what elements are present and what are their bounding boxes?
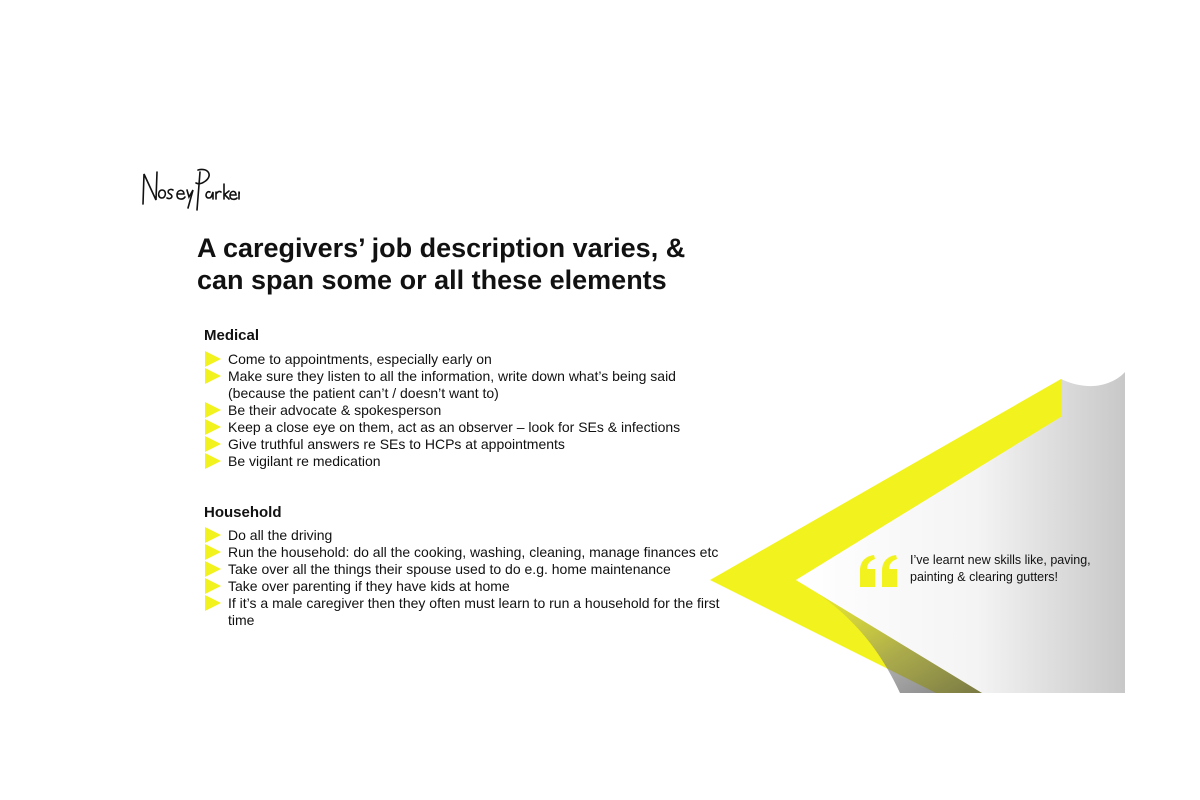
list-item: Be vigilant re medication xyxy=(205,453,725,470)
triangle-bullet-icon xyxy=(205,419,221,435)
testimonial-quote: I’ve learnt new skills like, paving, painting & clearing gutters! xyxy=(910,553,1091,584)
triangle-bullet-icon xyxy=(205,436,221,452)
triangle-bullet-icon xyxy=(205,527,221,543)
triangle-bullet-icon xyxy=(205,595,221,611)
list-item: Come to appointments, especially early on xyxy=(205,351,725,368)
medical-heading: Medical xyxy=(204,327,260,344)
list-item: Make sure they listen to all the information, write down what’s being said (because the patient can’t / doesn’t want to) xyxy=(205,368,725,402)
quote-mark-icon xyxy=(858,553,900,589)
triangle-bullet-icon xyxy=(205,453,221,469)
medical-list xyxy=(205,351,725,470)
list-item: Do all the driving xyxy=(205,527,725,544)
list-item: Take over parenting if they have kids at home xyxy=(205,578,725,595)
triangle-bullet-icon xyxy=(205,368,221,384)
list-item: Give truthful answers re SEs to HCPs at appointments xyxy=(205,436,725,453)
slide-title xyxy=(197,232,717,296)
list-item: If it’s a male caregiver then they often must learn to run a household for the first time xyxy=(205,595,725,629)
list-item: Keep a close eye on them, act as an observer – look for SEs & infections xyxy=(205,419,725,436)
household-list xyxy=(205,527,725,629)
triangle-bullet-icon xyxy=(205,351,221,367)
nosey-parker-logo xyxy=(140,164,240,214)
yellow-page-curl-graphic xyxy=(700,370,1130,700)
triangle-bullet-icon xyxy=(205,544,221,560)
list-item: Run the household: do all the cooking, washing, cleaning, manage finances etc xyxy=(205,544,725,561)
triangle-bullet-icon xyxy=(205,402,221,418)
triangle-bullet-icon xyxy=(205,561,221,577)
triangle-bullet-icon xyxy=(205,578,221,594)
title-line-2: can span some or all these elements xyxy=(197,265,667,295)
household-heading: Household xyxy=(204,504,282,521)
list-item: Be their advocate & spokesperson xyxy=(205,402,725,419)
list-item: Take over all the things their spouse used to do e.g. home maintenance xyxy=(205,561,725,578)
title-line-1: A caregivers’ job description varies, & xyxy=(197,233,686,263)
